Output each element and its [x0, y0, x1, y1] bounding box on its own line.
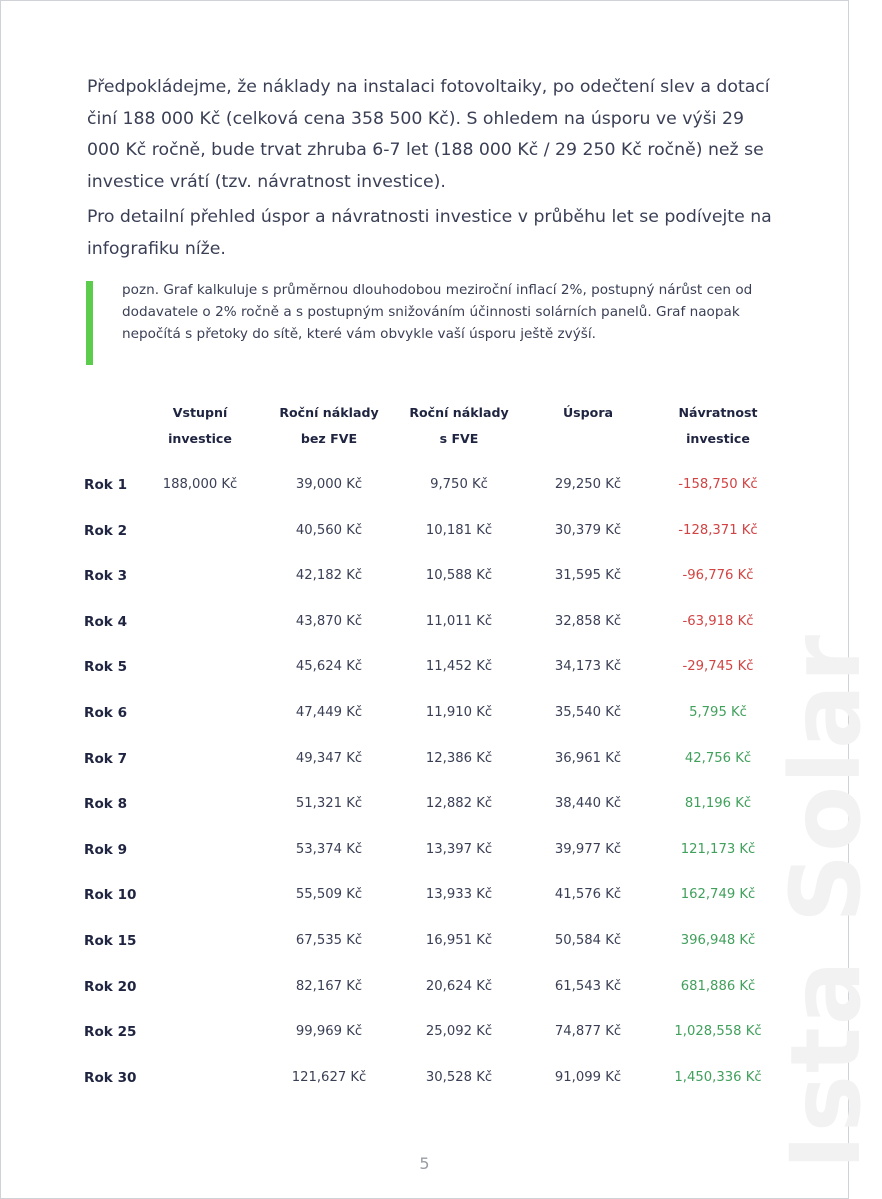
cell-bez-fve: 67,535 Kč — [295, 933, 363, 948]
note-accent-bar — [86, 281, 93, 365]
cell-vstupni-investice: 188,000 Kč — [162, 477, 238, 492]
cell-bez-fve: 53,374 Kč — [295, 842, 363, 857]
cell-uspora: 36,961 Kč — [554, 751, 622, 766]
cell-bez-fve: 49,347 Kč — [295, 751, 363, 766]
cell-bez-fve: 45,624 Kč — [295, 659, 363, 674]
cell-navratnost: 681,886 Kč — [680, 979, 756, 994]
cell-s-fve: 20,624 Kč — [425, 979, 493, 994]
cell-s-fve: 9,750 Kč — [430, 477, 488, 492]
cell-navratnost: -63,918 Kč — [682, 614, 754, 629]
cell-bez-fve: 47,449 Kč — [295, 705, 363, 720]
cell-navratnost: 162,749 Kč — [680, 887, 756, 902]
cell-s-fve: 13,933 Kč — [425, 887, 493, 902]
cell-s-fve: 10,588 Kč — [425, 568, 493, 583]
cell-navratnost: 396,948 Kč — [680, 933, 756, 948]
header-rocni-naklady-s-fve — [399, 400, 519, 452]
cell-s-fve: 11,011 Kč — [425, 614, 493, 629]
cell-uspora: 39,977 Kč — [554, 842, 622, 857]
cell-uspora: 35,540 Kč — [554, 705, 622, 720]
cell-navratnost: -158,750 Kč — [678, 477, 758, 492]
cell-bez-fve: 82,167 Kč — [295, 979, 363, 994]
cell-s-fve: 11,910 Kč — [425, 705, 493, 720]
cell-s-fve: 11,452 Kč — [425, 659, 493, 674]
cell-bez-fve: 99,969 Kč — [295, 1024, 363, 1039]
header-line: s FVE — [439, 431, 479, 446]
infographic-paragraph: Pro detailní přehled úspor a návratnosti investice v průběhu let se podívejte na infografiku níže. — [87, 207, 772, 259]
cell-navratnost: -96,776 Kč — [682, 568, 754, 583]
cell-uspora: 32,858 Kč — [554, 614, 622, 629]
header-vstupni-investice — [140, 400, 260, 452]
header-line: Roční náklady — [409, 405, 509, 420]
header-line: bez FVE — [300, 431, 358, 446]
row-label: Rok 3 — [84, 568, 128, 584]
cell-s-fve: 10,181 Kč — [425, 523, 493, 538]
row-label: Rok 4 — [84, 614, 128, 630]
cell-s-fve: 12,386 Kč — [425, 751, 493, 766]
header-line: Vstupní — [172, 405, 228, 420]
cell-uspora: 31,595 Kč — [554, 568, 622, 583]
cell-bez-fve: 39,000 Kč — [295, 477, 363, 492]
cell-uspora: 30,379 Kč — [554, 523, 622, 538]
row-label: Rok 15 — [84, 933, 137, 949]
header-uspora — [528, 400, 648, 426]
cell-navratnost: 42,756 Kč — [684, 751, 752, 766]
cell-s-fve: 25,092 Kč — [425, 1024, 493, 1039]
cell-s-fve: 30,528 Kč — [425, 1070, 493, 1085]
cell-uspora: 38,440 Kč — [554, 796, 622, 811]
brand-watermark: Ista Solar — [770, 632, 882, 1170]
row-label: Rok 6 — [84, 705, 128, 721]
header-line: Roční náklady — [279, 405, 379, 420]
header-rocni-naklady-bez-fve — [269, 400, 389, 452]
header-line: investice — [686, 431, 750, 446]
row-label: Rok 9 — [84, 842, 128, 858]
row-label: Rok 1 — [84, 477, 128, 493]
row-label: Rok 20 — [84, 979, 137, 995]
cell-navratnost: 1,450,336 Kč — [674, 1070, 762, 1085]
cell-bez-fve: 42,182 Kč — [295, 568, 363, 583]
cell-navratnost: 1,028,558 Kč — [674, 1024, 762, 1039]
cell-uspora: 34,173 Kč — [554, 659, 622, 674]
row-label: Rok 8 — [84, 796, 128, 812]
cell-uspora: 41,576 Kč — [554, 887, 622, 902]
row-label: Rok 5 — [84, 659, 128, 675]
cell-navratnost: -128,371 Kč — [678, 523, 758, 538]
cell-uspora: 91,099 Kč — [554, 1070, 622, 1085]
cell-uspora: 74,877 Kč — [554, 1024, 622, 1039]
cell-s-fve: 16,951 Kč — [425, 933, 493, 948]
cell-bez-fve: 55,509 Kč — [295, 887, 363, 902]
cell-navratnost: -29,745 Kč — [682, 659, 754, 674]
row-label: Rok 10 — [84, 887, 137, 903]
intro-paragraph: Předpokládejme, že náklady na instalaci fotovoltaiky, po odečtení slev a dotací činí 188 000 Kč (celková cena 358 500 Kč). S ohledem na úsporu ve výši 29 000 Kč ročně, bude trvat zhruba 6-7 let (188 000 Kč / 29 250 Kč ročně) než se investice vrátí (tzv. návratnost investice). — [87, 77, 770, 192]
cell-navratnost: 81,196 Kč — [684, 796, 752, 811]
cell-uspora: 50,584 Kč — [554, 933, 622, 948]
header-line: Návratnost — [678, 405, 758, 420]
row-label: Rok 7 — [84, 751, 128, 767]
cell-bez-fve: 43,870 Kč — [295, 614, 363, 629]
cell-s-fve: 12,882 Kč — [425, 796, 493, 811]
cell-uspora: 61,543 Kč — [554, 979, 622, 994]
cell-bez-fve: 40,560 Kč — [295, 523, 363, 538]
note-text: pozn. Graf kalkuluje s průměrnou dlouhodobou meziroční inflací 2%, postupný nárůst cen od dodavatele o 2% ročně a s postupným snižováním účinnosti solárních panelů. Graf naopak nepočítá s přetoky do sítě, které vám obvykle vaší úsporu ještě zvýší. — [122, 282, 753, 342]
header-navratnost-investice — [658, 400, 778, 452]
header-line: investice — [168, 431, 232, 446]
cell-s-fve: 13,397 Kč — [425, 842, 493, 857]
row-label: Rok 25 — [84, 1024, 137, 1040]
row-label: Rok 2 — [84, 523, 128, 539]
cell-uspora: 29,250 Kč — [554, 477, 622, 492]
cell-bez-fve: 121,627 Kč — [291, 1070, 367, 1085]
cell-navratnost: 121,173 Kč — [680, 842, 756, 857]
row-label: Rok 30 — [84, 1070, 137, 1086]
cell-bez-fve: 51,321 Kč — [295, 796, 363, 811]
page-number: 5 — [419, 1154, 430, 1173]
cell-navratnost: 5,795 Kč — [689, 705, 747, 720]
header-line: Úspora — [562, 405, 614, 420]
